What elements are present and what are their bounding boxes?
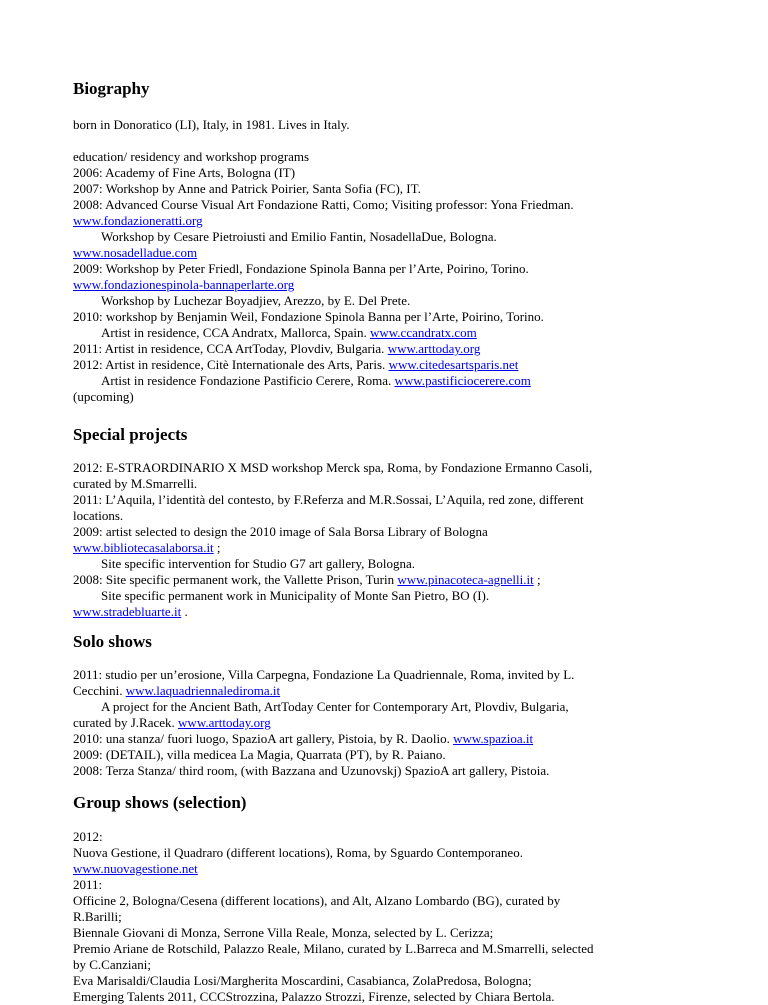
line-text: 2009: (DETAIL), villa medicea La Magia, Quarrata (PT), by R. Paiano. [73, 747, 446, 762]
biography-born [73, 117, 738, 133]
text-line [73, 572, 738, 588]
line-text: curated by J.Racek. [73, 715, 179, 730]
text-line [73, 731, 738, 747]
web-link[interactable]: www.ccandratx.com [369, 325, 477, 340]
text-line [73, 699, 738, 715]
web-link[interactable]: www.citedesartsparis.net [388, 357, 519, 372]
cv-document [73, 78, 738, 1005]
line-text: education/ residency and workshop programs [73, 149, 310, 164]
text-line [73, 941, 738, 957]
text-line [73, 277, 738, 293]
group-shows-heading: Group shows (selection) [73, 793, 247, 812]
line-text: 2008: Advanced Course Visual Art Fondazione Ratti, Como; Visiting professor: Yona Friedman. [73, 197, 574, 212]
text-line [73, 909, 738, 925]
line-text: R.Barilli; [73, 909, 122, 924]
line-text: Workshop by Cesare Pietroiusti and Emilio Fantin, NosadellaDue, Bologna. [101, 229, 497, 244]
web-link[interactable]: www.stradebluarte.it [73, 604, 182, 619]
line-text: Cecchini. [73, 683, 126, 698]
web-link[interactable]: www.pastificiocerere.com [394, 373, 531, 388]
web-link[interactable]: www.nuovagestione.net [73, 861, 198, 876]
group-shows-list [73, 829, 738, 1005]
text-line [73, 556, 738, 572]
line-text: 2007: Workshop by Anne and Patrick Poirier, Santa Sofia (FC), IT. [73, 181, 421, 196]
line-text: Premio Ariane de Rotschild, Palazzo Reale, Milano, curated by L.Barreca and M.Smarrelli, selected [73, 941, 594, 956]
line-text: Site specific intervention for Studio G7 art gallery, Bologna. [101, 556, 415, 571]
text-line [73, 588, 738, 604]
biography-programs [73, 149, 738, 405]
line-text: (upcoming) [73, 389, 134, 404]
line-text: . [181, 604, 188, 619]
web-link[interactable]: www.bibliotecasalaborsa.it [73, 540, 214, 555]
text-line [73, 245, 738, 261]
web-link[interactable]: www.arttoday.org [387, 341, 481, 356]
web-link[interactable]: www.arttoday.org [178, 715, 271, 730]
text-line [73, 763, 738, 779]
text-line [73, 373, 738, 389]
text-line [73, 181, 738, 197]
text-line [73, 524, 738, 540]
text-line [73, 476, 738, 492]
line-text: Artist in residence, CCA Andratx, Mallorca, Spain. [101, 325, 370, 340]
text-line [73, 715, 738, 731]
text-line [73, 877, 738, 893]
web-link[interactable]: www.pinacoteca-agnelli.it [397, 572, 534, 587]
line-text: 2012: [73, 829, 103, 844]
solo-shows-list [73, 667, 738, 779]
line-text: Emerging Talents 2011, CCCStrozzina, Palazzo Strozzi, Firenze, selected by Chiara Bertola. [73, 989, 555, 1004]
line-text: 2011: Artist in residence, CCA ArtToday, Plovdiv, Bulgaria. [73, 341, 388, 356]
line-text: 2010: una stanza/ fuori luogo, SpazioA art gallery, Pistoia, by R. Daolio. [73, 731, 454, 746]
text-line [73, 197, 738, 213]
line-text: A project for the Ancient Bath, ArtToday Center for Contemporary Art, Plovdiv, Bulgaria, [101, 699, 569, 714]
line-text: 2009: artist selected to design the 2010 image of Sala Borsa Library of Bologna [73, 524, 488, 539]
solo-shows-heading: Solo shows [73, 632, 152, 651]
text-line [73, 229, 738, 245]
text-line [73, 325, 738, 341]
text-line [73, 845, 738, 861]
special-projects-list [73, 460, 738, 620]
text-line [73, 341, 738, 357]
text-line [73, 165, 738, 181]
text-line [73, 149, 738, 165]
text-line [73, 604, 738, 620]
web-link[interactable]: www.nosadelladue.com [73, 245, 198, 260]
line-text: Eva Marisaldi/Claudia Losi/Margherita Moscardini, Casabianca, ZolaPredosa, Bologna; [73, 973, 532, 988]
text-line [73, 747, 738, 763]
text-line [73, 893, 738, 909]
line-text: Workshop by Luchezar Boyadjiev, Arezzo, by E. Del Prete. [101, 293, 411, 308]
born-line: born in Donoratico (LI), Italy, in 1981. Lives in Italy. [73, 117, 350, 132]
line-text: 2011: L’Aquila, l’identità del contesto, by F.Referza and M.R.Sossai, L’Aquila, red zone, different [73, 492, 584, 507]
text-line [73, 309, 738, 325]
text-line [73, 508, 738, 524]
line-text: 2012: Artist in residence, Citè Internationale des Arts, Paris. [73, 357, 389, 372]
line-text: 2006: Academy of Fine Arts, Bologna (IT) [73, 165, 296, 180]
text-line [73, 925, 738, 941]
line-text: 2008: Terza Stanza/ third room, (with Bazzana and Uzunovskj) SpazioA art gallery, Pistoia. [73, 763, 550, 778]
text-line [73, 683, 738, 699]
line-text: Officine 2, Bologna/Cesena (different locations), and Alt, Alzano Lombardo (BG), curated by [73, 893, 561, 908]
text-line [73, 540, 738, 556]
text-line [73, 973, 738, 989]
text-line [73, 492, 738, 508]
text-line [73, 213, 738, 229]
line-text: ; [533, 572, 541, 587]
line-text: ; [213, 540, 221, 555]
web-link[interactable]: www.fondazioneratti.org [73, 213, 203, 228]
text-line [73, 957, 738, 973]
line-text: Artist in residence Fondazione Pastificio Cerere, Roma. [101, 373, 395, 388]
line-text: 2011: [73, 877, 103, 892]
line-text: by C.Canziani; [73, 957, 151, 972]
text-line [73, 389, 738, 405]
text-line [73, 989, 738, 1005]
line-text: 2008: Site specific permanent work, the Vallette Prison, Turin [73, 572, 398, 587]
text-line [73, 357, 738, 373]
line-text: 2011: studio per un’erosione, Villa Carpegna, Fondazione La Quadriennale, Roma, invited by L. [73, 667, 575, 682]
text-line [73, 829, 738, 845]
web-link[interactable]: www.spazioa.it [453, 731, 534, 746]
text-line [73, 861, 738, 877]
line-text: Nuova Gestione, il Quadraro (different locations), Roma, by Sguardo Contemporaneo. [73, 845, 523, 860]
line-text: Site specific permanent work in Municipality of Monte San Pietro, BO (I). [101, 588, 490, 603]
line-text: 2010: workshop by Benjamin Weil, Fondazione Spinola Banna per l’Arte, Poirino, Torino. [73, 309, 544, 324]
web-link[interactable]: www.laquadriennalediroma.it [125, 683, 281, 698]
text-line [73, 261, 738, 277]
line-text: 2009: Workshop by Peter Friedl, Fondazione Spinola Banna per l’Arte, Poirino, Torino. [73, 261, 529, 276]
text-line [73, 293, 738, 309]
biography-heading: Biography [73, 79, 150, 98]
line-text: locations. [73, 508, 124, 523]
special-projects-heading: Special projects [73, 425, 188, 444]
line-text: Biennale Giovani di Monza, Serrone Villa Reale, Monza, selected by L. Cerizza; [73, 925, 494, 940]
line-text: 2012: E-STRAORDINARIO X MSD workshop Merck spa, Roma, by Fondazione Ermanno Casoli, [73, 460, 593, 475]
text-line [73, 460, 738, 476]
web-link[interactable]: www.fondazionespinola-bannaperlarte.org [73, 277, 295, 292]
line-text: curated by M.Smarrelli. [73, 476, 198, 491]
text-line [73, 667, 738, 683]
